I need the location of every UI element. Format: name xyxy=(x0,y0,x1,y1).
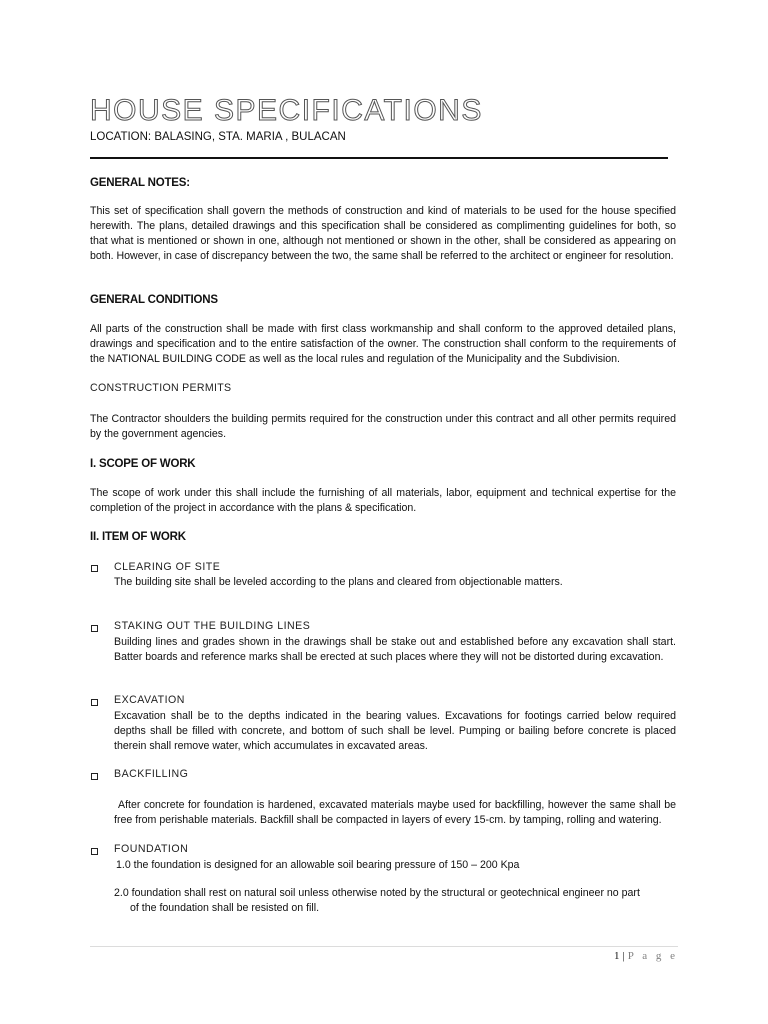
item-title-excavation: EXCAVATION xyxy=(114,694,185,706)
item-text-excavation: Excavation shall be to the depths indicated in the bearing values. Excavations for footings carried below required depths shall be filled with concrete, and bottom of such shall be level. Pumping or bailing before concrete is placed therein shall remove water, which accumulates in excavated areas. xyxy=(114,710,676,752)
checkbox-bullet-icon xyxy=(91,773,98,780)
general-conditions-paragraph: All parts of the construction shall be made with first class workmanship and shall conform to the approved detailed plans, drawings and specification and to the entire satisfaction of the owner. The construction shall conform to the requirements of the NATIONAL BUILDING CODE as well as the local rules and regulation of the Municipality and the Subdivision. xyxy=(90,323,676,365)
construction-permits-paragraph: The Contractor shoulders the building permits required for the construction under this contract and all other permits required by the government agencies. xyxy=(90,413,676,440)
construction-permits-heading: CONSTRUCTION PERMITS xyxy=(90,382,232,394)
checkbox-bullet-icon xyxy=(91,565,98,572)
document-title: HOUSE SPECIFICATIONS xyxy=(90,94,483,127)
footer-divider xyxy=(90,946,678,947)
page-separator: | xyxy=(622,950,625,962)
checkbox-bullet-icon xyxy=(91,848,98,855)
item-text-backfilling: After concrete for foundation is hardened, excavated materials maybe used for backfilling, however the same shall be free from perishable materials. Backfill shall be compacted in layers of every 15-cm. by tamping, rolling and watering. xyxy=(114,799,676,826)
general-notes-heading: GENERAL NOTES: xyxy=(90,177,190,189)
scope-of-work-heading: I. SCOPE OF WORK xyxy=(90,458,196,470)
page-footer xyxy=(560,950,678,962)
item-text-clearing: The building site shall be leveled according to the plans and cleared from objectionable matters. xyxy=(114,576,563,588)
title-divider xyxy=(90,157,668,159)
item-title-foundation: FOUNDATION xyxy=(114,843,189,855)
scope-of-work-paragraph: The scope of work under this shall include the furnishing of all materials, labor, equipment and technical expertise for the completion of the project in accordance with the plans & specification. xyxy=(90,487,676,514)
checkbox-bullet-icon xyxy=(91,625,98,632)
general-notes-paragraph: This set of specification shall govern the methods of construction and kind of materials to be used for the house specified herewith. The plans, detailed drawings and this specification shall be considered as complimenting guidelines for both, so that what is mentioned or shown in one, although not mentioned or shown in the other, shall be considered as appearing on both. However, in case of discrepancy between the two, the same shall be referred to the architect or engineer for resolution. xyxy=(90,205,676,262)
page-number: 1 xyxy=(613,950,620,962)
checkbox-bullet-icon xyxy=(91,699,98,706)
item-of-work-heading: II. ITEM OF WORK xyxy=(90,531,186,543)
foundation-item-2-line-1: 2.0 foundation shall rest on natural soil unless otherwise noted by the structural or geotechnical engineer no part xyxy=(114,887,640,899)
foundation-item-2-line-2: of the foundation shall be resisted on fill. xyxy=(130,902,320,914)
page-label: P a g e xyxy=(627,950,678,962)
item-title-staking: STAKING OUT THE BUILDING LINES xyxy=(114,620,311,632)
general-conditions-heading: GENERAL CONDITIONS xyxy=(90,294,218,306)
item-text-staking: Building lines and grades shown in the drawings shall be stake out and established before any excavation shall start. Batter boards and reference marks shall be erected at such places where they will not be distorted during excavation. xyxy=(114,636,676,663)
item-text-foundation-1: 1.0 the foundation is designed for an allowable soil bearing pressure of 150 – 200 Kpa xyxy=(116,859,520,871)
location-line: LOCATION: BALASING, STA. MARIA , BULACAN xyxy=(90,131,346,143)
item-title-clearing: CLEARING OF SITE xyxy=(114,561,221,573)
item-title-backfilling: BACKFILLING xyxy=(114,768,189,780)
